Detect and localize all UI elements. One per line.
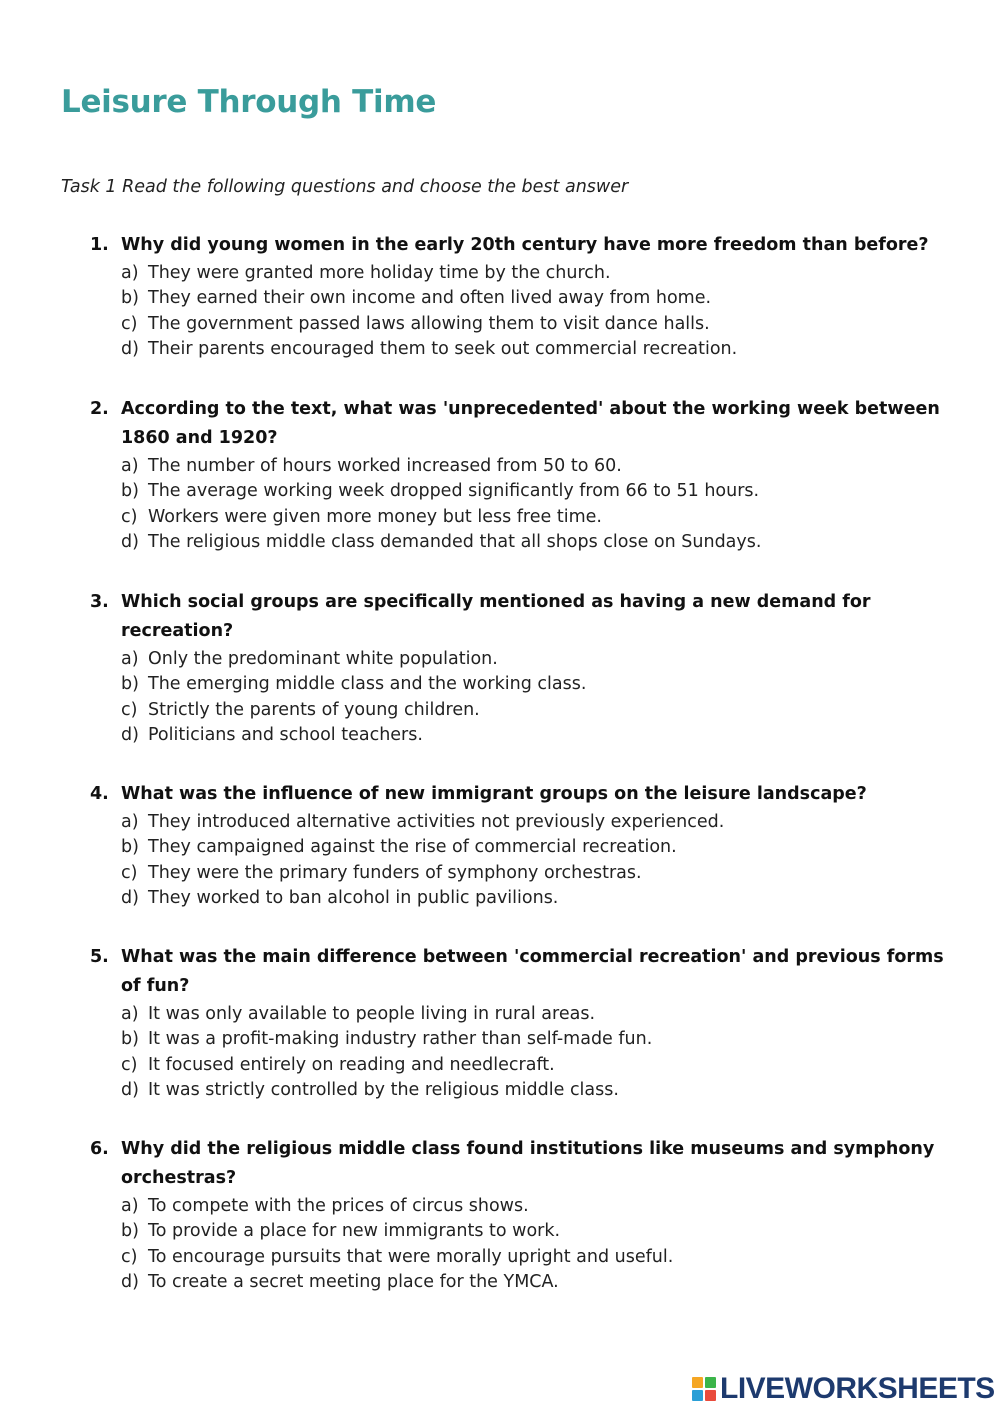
option-text: To encourage pursuits that were morally upright and useful. xyxy=(148,1246,674,1267)
option-letter: c) xyxy=(121,1246,138,1267)
option-text: They were the primary funders of symphony orchestras. xyxy=(148,862,642,883)
option-text: Workers were given more money but less free time. xyxy=(148,506,602,527)
logo-block xyxy=(692,1390,703,1401)
option-letter: d) xyxy=(121,531,139,552)
option-text: To compete with the prices of circus shows. xyxy=(148,1196,529,1216)
option-list xyxy=(90,1194,950,1295)
option-d[interactable] xyxy=(121,723,950,748)
option-letter: a) xyxy=(121,263,139,283)
option-letter: c) xyxy=(121,699,138,720)
task-instruction: Task 1 Read the following questions and choose the best answer xyxy=(61,177,629,197)
logo-text: LIVEWORKSHEETS xyxy=(720,1372,995,1405)
option-letter: a) xyxy=(121,649,139,669)
logo-block xyxy=(705,1390,716,1401)
option-c[interactable] xyxy=(121,505,950,530)
liveworksheets-logo[interactable] xyxy=(692,1372,995,1406)
question-text: Why did the religious middle class found institutions like museums and symphony orchestras? xyxy=(121,1139,935,1188)
question-number: 4. xyxy=(90,784,109,804)
option-text: They were granted more holiday time by the church. xyxy=(148,263,611,283)
option-c[interactable] xyxy=(121,698,950,723)
option-text: Politicians and school teachers. xyxy=(148,724,423,745)
option-b[interactable] xyxy=(121,835,950,860)
option-letter: c) xyxy=(121,1054,138,1075)
option-letter: b) xyxy=(121,674,139,695)
option-letter: d) xyxy=(121,1271,139,1292)
option-d[interactable] xyxy=(121,337,950,362)
option-text: It was only available to people living in rural areas. xyxy=(148,1004,596,1024)
option-d[interactable] xyxy=(121,1270,950,1295)
question-number: 6. xyxy=(90,1139,109,1159)
option-letter: d) xyxy=(121,1079,139,1100)
option-letter: d) xyxy=(121,887,139,908)
option-letter: c) xyxy=(121,506,138,527)
option-text: To provide a place for new immigrants to work. xyxy=(148,1221,561,1242)
option-letter: a) xyxy=(121,1196,139,1216)
option-text: They introduced alternative activities not previously experienced. xyxy=(148,812,725,832)
option-a[interactable] xyxy=(121,810,950,835)
question-text: What was the influence of new immigrant groups on the leisure landscape? xyxy=(121,784,867,804)
option-letter: a) xyxy=(121,456,139,476)
option-letter: b) xyxy=(121,1029,139,1050)
question-number: 3. xyxy=(90,592,109,612)
option-text: The average working week dropped significantly from 66 to 51 hours. xyxy=(148,481,760,502)
option-c[interactable] xyxy=(121,312,950,337)
option-d[interactable] xyxy=(121,530,950,555)
question-6 xyxy=(90,1135,950,1295)
option-a[interactable] xyxy=(121,1002,950,1027)
option-letter: b) xyxy=(121,837,139,858)
option-letter: b) xyxy=(121,1221,139,1242)
question-4 xyxy=(90,780,950,911)
option-text: Their parents encouraged them to seek out commercial recreation. xyxy=(148,338,738,359)
logo-blocks-icon xyxy=(692,1377,716,1401)
option-list xyxy=(90,261,950,362)
option-d[interactable] xyxy=(121,886,950,911)
option-list xyxy=(90,454,950,555)
question-1 xyxy=(90,231,950,362)
option-list xyxy=(90,810,950,911)
option-letter: b) xyxy=(121,288,139,309)
option-c[interactable] xyxy=(121,861,950,886)
option-list xyxy=(90,1002,950,1103)
option-text: Only the predominant white population. xyxy=(148,649,498,669)
option-d[interactable] xyxy=(121,1078,950,1103)
option-text: The religious middle class demanded that all shops close on Sundays. xyxy=(148,531,762,552)
question-number: 2. xyxy=(90,399,109,419)
option-letter: b) xyxy=(121,481,139,502)
question-text: Why did young women in the early 20th century have more freedom than before? xyxy=(121,235,929,255)
option-b[interactable] xyxy=(121,1219,950,1244)
option-text: They worked to ban alcohol in public pavilions. xyxy=(148,887,559,908)
option-text: It was a profit-making industry rather than self-made fun. xyxy=(148,1029,653,1050)
question-text: What was the main difference between 'commercial recreation' and previous forms of fun? xyxy=(121,947,944,996)
question-number: 5. xyxy=(90,947,109,967)
question-number: 1. xyxy=(90,235,109,255)
option-a[interactable] xyxy=(121,1194,950,1219)
option-a[interactable] xyxy=(121,261,950,286)
option-a[interactable] xyxy=(121,454,950,479)
option-text: The government passed laws allowing them to visit dance halls. xyxy=(148,313,710,334)
option-letter: a) xyxy=(121,812,139,832)
option-text: They earned their own income and often lived away from home. xyxy=(148,288,712,309)
option-b[interactable] xyxy=(121,286,950,311)
question-2 xyxy=(90,395,950,555)
option-b[interactable] xyxy=(121,672,950,697)
option-c[interactable] xyxy=(121,1053,950,1078)
option-b[interactable] xyxy=(121,479,950,504)
option-text: The number of hours worked increased from 50 to 60. xyxy=(148,456,622,476)
option-letter: a) xyxy=(121,1004,139,1024)
option-c[interactable] xyxy=(121,1245,950,1270)
option-text: Strictly the parents of young children. xyxy=(148,699,480,720)
question-5 xyxy=(90,943,950,1103)
option-a[interactable] xyxy=(121,647,950,672)
question-text: Which social groups are specifically mentioned as having a new demand for recreation? xyxy=(121,592,871,641)
option-letter: d) xyxy=(121,338,139,359)
logo-block xyxy=(692,1377,703,1388)
question-text: According to the text, what was 'unprecedented' about the working week between 1860 and 1920? xyxy=(121,399,940,448)
logo-block xyxy=(705,1377,716,1388)
page-title: Leisure Through Time xyxy=(61,84,437,120)
option-b[interactable] xyxy=(121,1027,950,1052)
question-3 xyxy=(90,588,950,748)
option-text: The emerging middle class and the working class. xyxy=(148,674,587,695)
option-text: They campaigned against the rise of commercial recreation. xyxy=(148,837,677,858)
option-letter: c) xyxy=(121,862,138,883)
option-text: To create a secret meeting place for the YMCA. xyxy=(148,1271,559,1292)
option-list xyxy=(90,647,950,748)
option-text: It was strictly controlled by the religious middle class. xyxy=(148,1079,619,1100)
option-text: It focused entirely on reading and needlecraft. xyxy=(148,1054,555,1075)
option-letter: d) xyxy=(121,724,139,745)
option-letter: c) xyxy=(121,313,138,334)
